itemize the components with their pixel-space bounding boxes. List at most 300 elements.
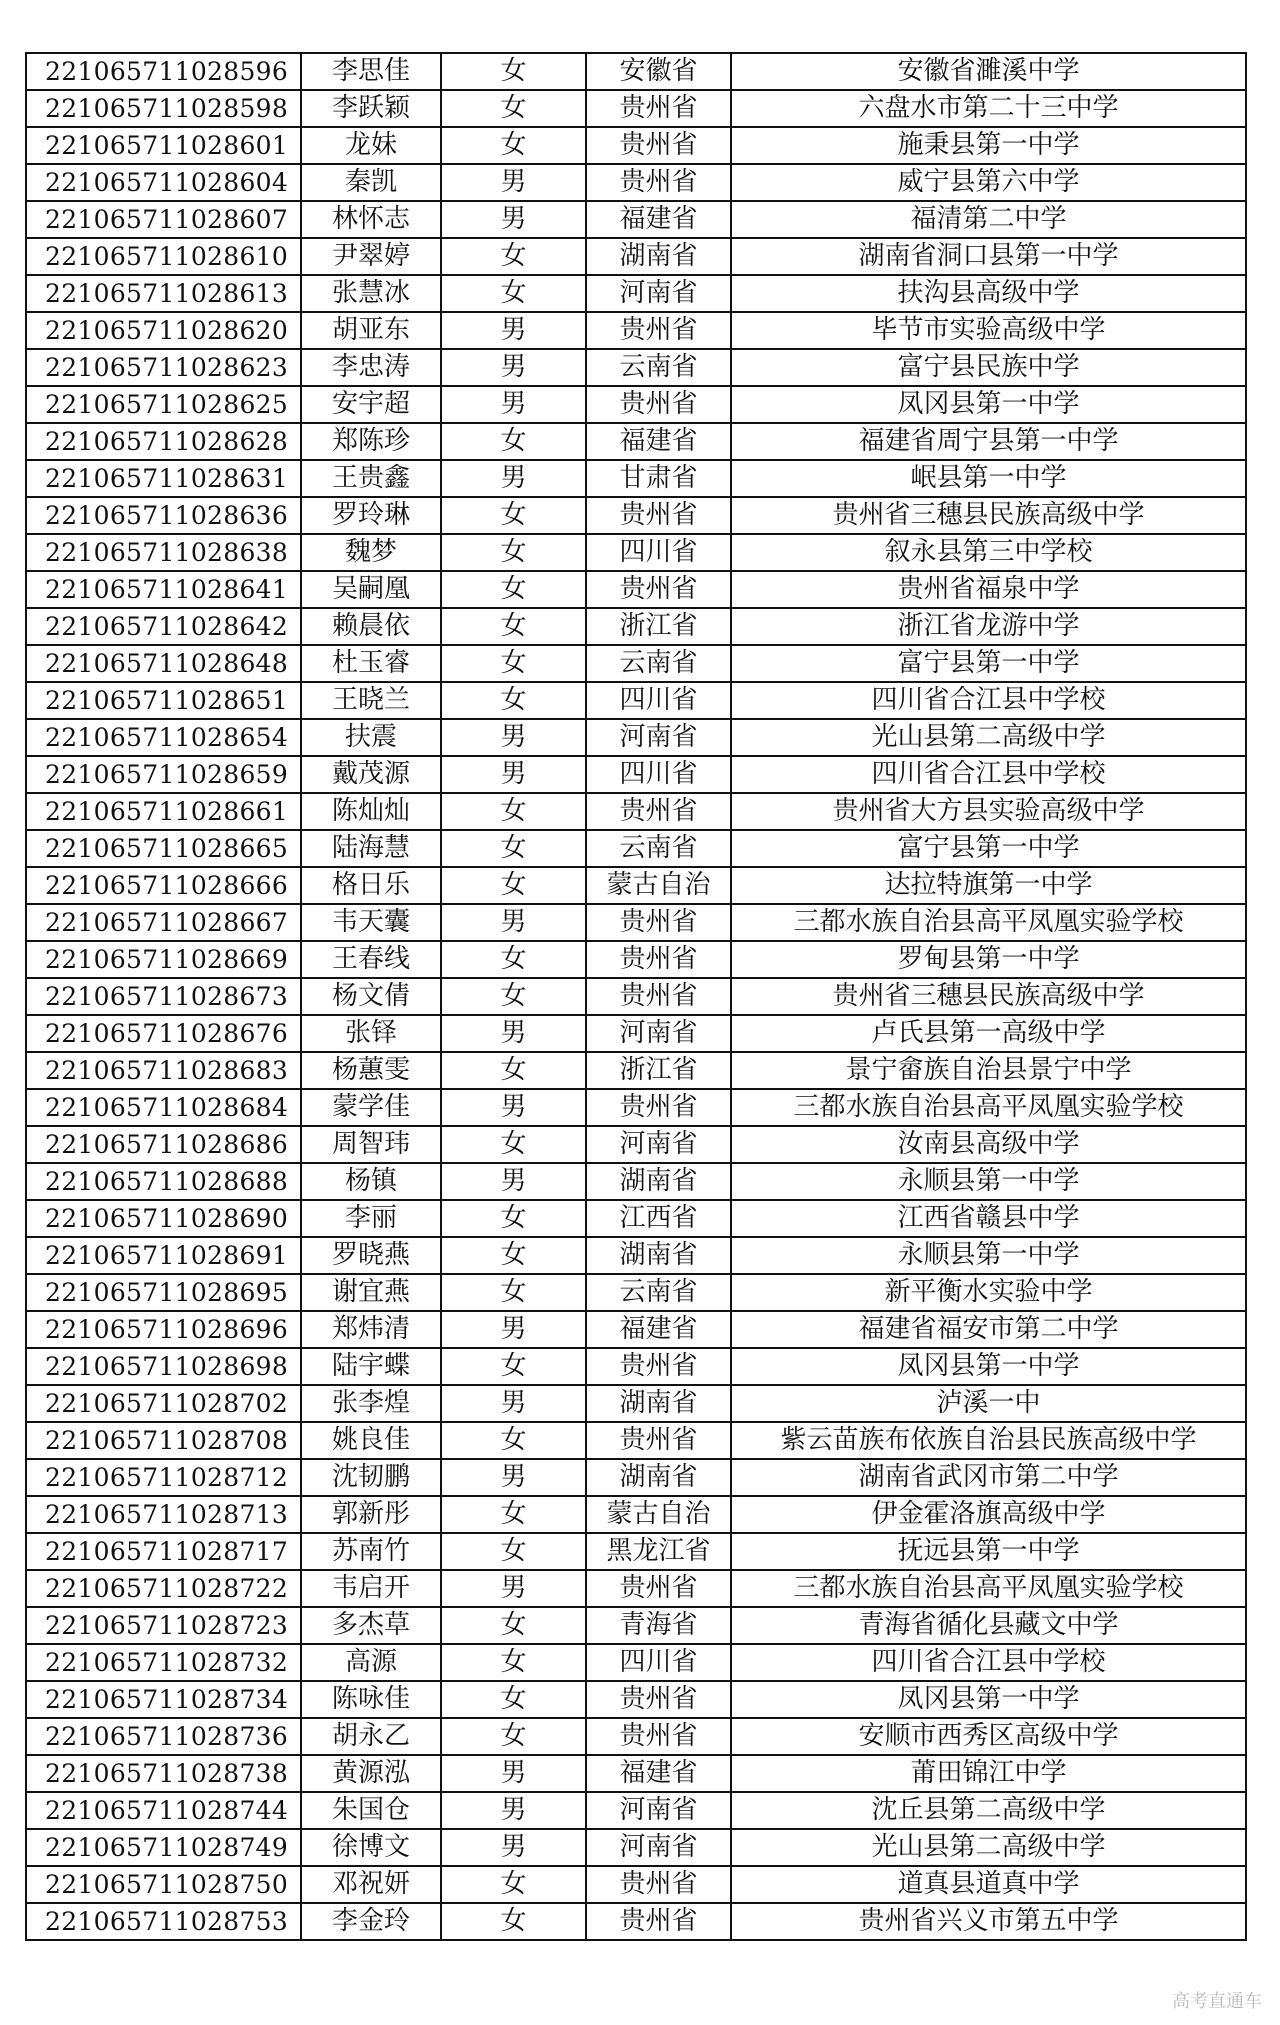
name-cell: 徐博文 bbox=[301, 1829, 441, 1866]
exam-number-cell: 221065711028744 bbox=[26, 1792, 301, 1829]
gender-cell: 女 bbox=[441, 1496, 586, 1533]
school-cell: 罗甸县第一中学 bbox=[731, 941, 1246, 978]
school-cell: 岷县第一中学 bbox=[731, 460, 1246, 497]
name-cell: 李金玲 bbox=[301, 1903, 441, 1940]
province-cell: 河南省 bbox=[586, 719, 731, 756]
name-cell: 李丽 bbox=[301, 1200, 441, 1237]
table-row bbox=[26, 497, 1246, 534]
table-row bbox=[26, 719, 1246, 756]
gender-cell: 男 bbox=[441, 349, 586, 386]
name-cell: 郑炜清 bbox=[301, 1311, 441, 1348]
name-cell: 陈灿灿 bbox=[301, 793, 441, 830]
exam-number-cell: 221065711028666 bbox=[26, 867, 301, 904]
table-row bbox=[26, 1459, 1246, 1496]
table-row bbox=[26, 1052, 1246, 1089]
table-row bbox=[26, 1903, 1246, 1940]
exam-number-cell: 221065711028654 bbox=[26, 719, 301, 756]
table-row bbox=[26, 645, 1246, 682]
province-cell: 河南省 bbox=[586, 1126, 731, 1163]
table-row bbox=[26, 1644, 1246, 1681]
school-cell: 卢氏县第一高级中学 bbox=[731, 1015, 1246, 1052]
name-cell: 秦凯 bbox=[301, 164, 441, 201]
school-cell: 新平衡水实验中学 bbox=[731, 1274, 1246, 1311]
name-cell: 王晓兰 bbox=[301, 682, 441, 719]
province-cell: 四川省 bbox=[586, 1644, 731, 1681]
school-cell: 贵州省三穗县民族高级中学 bbox=[731, 497, 1246, 534]
table-row bbox=[26, 904, 1246, 941]
name-cell: 郭新彤 bbox=[301, 1496, 441, 1533]
school-cell: 湖南省武冈市第二中学 bbox=[731, 1459, 1246, 1496]
province-cell: 贵州省 bbox=[586, 497, 731, 534]
province-cell: 贵州省 bbox=[586, 1903, 731, 1940]
name-cell: 陆宇蝶 bbox=[301, 1348, 441, 1385]
school-cell: 四川省合江县中学校 bbox=[731, 1644, 1246, 1681]
province-cell: 云南省 bbox=[586, 645, 731, 682]
school-cell: 福建省福安市第二中学 bbox=[731, 1311, 1246, 1348]
school-cell: 贵州省大方县实验高级中学 bbox=[731, 793, 1246, 830]
exam-number-cell: 221065711028696 bbox=[26, 1311, 301, 1348]
school-cell: 毕节市实验高级中学 bbox=[731, 312, 1246, 349]
name-cell: 扶震 bbox=[301, 719, 441, 756]
school-cell: 景宁畲族自治县景宁中学 bbox=[731, 1052, 1246, 1089]
school-cell: 威宁县第六中学 bbox=[731, 164, 1246, 201]
gender-cell: 女 bbox=[441, 1348, 586, 1385]
table-row bbox=[26, 1570, 1246, 1607]
province-cell: 河南省 bbox=[586, 1015, 731, 1052]
name-cell: 赖晨依 bbox=[301, 608, 441, 645]
school-cell: 四川省合江县中学校 bbox=[731, 682, 1246, 719]
gender-cell: 女 bbox=[441, 534, 586, 571]
school-cell: 三都水族自治县高平凤凰实验学校 bbox=[731, 1089, 1246, 1126]
watermark-text: 高考直通车 bbox=[1172, 1991, 1262, 2012]
province-cell: 贵州省 bbox=[586, 127, 731, 164]
name-cell: 陆海慧 bbox=[301, 830, 441, 867]
school-cell: 光山县第二高级中学 bbox=[731, 1829, 1246, 1866]
name-cell: 张李煌 bbox=[301, 1385, 441, 1422]
name-cell: 林怀志 bbox=[301, 201, 441, 238]
gender-cell: 女 bbox=[441, 608, 586, 645]
province-cell: 河南省 bbox=[586, 1829, 731, 1866]
province-cell: 蒙古自治 bbox=[586, 1496, 731, 1533]
gender-cell: 女 bbox=[441, 793, 586, 830]
exam-number-cell: 221065711028610 bbox=[26, 238, 301, 275]
name-cell: 沈韧鹏 bbox=[301, 1459, 441, 1496]
exam-number-cell: 221065711028684 bbox=[26, 1089, 301, 1126]
province-cell: 贵州省 bbox=[586, 386, 731, 423]
province-cell: 贵州省 bbox=[586, 1348, 731, 1385]
gender-cell: 女 bbox=[441, 1200, 586, 1237]
name-cell: 杜玉睿 bbox=[301, 645, 441, 682]
province-cell: 贵州省 bbox=[586, 1681, 731, 1718]
table-row bbox=[26, 1385, 1246, 1422]
gender-cell: 女 bbox=[441, 275, 586, 312]
school-cell: 凤冈县第一中学 bbox=[731, 386, 1246, 423]
table-row bbox=[26, 1200, 1246, 1237]
table-row bbox=[26, 1829, 1246, 1866]
exam-number-cell: 221065711028686 bbox=[26, 1126, 301, 1163]
exam-number-cell: 221065711028698 bbox=[26, 1348, 301, 1385]
province-cell: 四川省 bbox=[586, 682, 731, 719]
school-cell: 湖南省洞口县第一中学 bbox=[731, 238, 1246, 275]
gender-cell: 女 bbox=[441, 90, 586, 127]
name-cell: 安宇超 bbox=[301, 386, 441, 423]
gender-cell: 男 bbox=[441, 1570, 586, 1607]
gender-cell: 女 bbox=[441, 127, 586, 164]
gender-cell: 男 bbox=[441, 1015, 586, 1052]
table-row bbox=[26, 1163, 1246, 1200]
province-cell: 青海省 bbox=[586, 1607, 731, 1644]
province-cell: 贵州省 bbox=[586, 312, 731, 349]
student-table-body bbox=[26, 53, 1246, 1940]
name-cell: 罗晓燕 bbox=[301, 1237, 441, 1274]
exam-number-cell: 221065711028673 bbox=[26, 978, 301, 1015]
exam-number-cell: 221065711028738 bbox=[26, 1755, 301, 1792]
school-cell: 泸溪一中 bbox=[731, 1385, 1246, 1422]
gender-cell: 女 bbox=[441, 830, 586, 867]
name-cell: 格日乐 bbox=[301, 867, 441, 904]
name-cell: 黄源泓 bbox=[301, 1755, 441, 1792]
province-cell: 湖南省 bbox=[586, 238, 731, 275]
name-cell: 尹翠婷 bbox=[301, 238, 441, 275]
exam-number-cell: 221065711028749 bbox=[26, 1829, 301, 1866]
school-cell: 凤冈县第一中学 bbox=[731, 1681, 1246, 1718]
gender-cell: 女 bbox=[441, 238, 586, 275]
gender-cell: 男 bbox=[441, 719, 586, 756]
name-cell: 王贵鑫 bbox=[301, 460, 441, 497]
name-cell: 李跃颖 bbox=[301, 90, 441, 127]
province-cell: 贵州省 bbox=[586, 164, 731, 201]
school-cell: 浙江省龙游中学 bbox=[731, 608, 1246, 645]
exam-number-cell: 221065711028732 bbox=[26, 1644, 301, 1681]
school-cell: 永顺县第一中学 bbox=[731, 1237, 1246, 1274]
table-row bbox=[26, 1126, 1246, 1163]
name-cell: 韦天囊 bbox=[301, 904, 441, 941]
exam-number-cell: 221065711028717 bbox=[26, 1533, 301, 1570]
gender-cell: 女 bbox=[441, 1274, 586, 1311]
table-row bbox=[26, 1274, 1246, 1311]
exam-number-cell: 221065711028625 bbox=[26, 386, 301, 423]
school-cell: 沈丘县第二高级中学 bbox=[731, 1792, 1246, 1829]
name-cell: 龙妹 bbox=[301, 127, 441, 164]
school-cell: 富宁县民族中学 bbox=[731, 349, 1246, 386]
exam-number-cell: 221065711028723 bbox=[26, 1607, 301, 1644]
school-cell: 伊金霍洛旗高级中学 bbox=[731, 1496, 1246, 1533]
exam-number-cell: 221065711028665 bbox=[26, 830, 301, 867]
table-row bbox=[26, 1348, 1246, 1385]
exam-number-cell: 221065711028659 bbox=[26, 756, 301, 793]
name-cell: 李思佳 bbox=[301, 53, 441, 90]
gender-cell: 女 bbox=[441, 1052, 586, 1089]
gender-cell: 女 bbox=[441, 1607, 586, 1644]
name-cell: 高源 bbox=[301, 1644, 441, 1681]
table-row bbox=[26, 608, 1246, 645]
exam-number-cell: 221065711028676 bbox=[26, 1015, 301, 1052]
gender-cell: 女 bbox=[441, 1903, 586, 1940]
school-cell: 叙永县第三中学校 bbox=[731, 534, 1246, 571]
table-row bbox=[26, 1422, 1246, 1459]
gender-cell: 女 bbox=[441, 497, 586, 534]
school-cell: 永顺县第一中学 bbox=[731, 1163, 1246, 1200]
school-cell: 安顺市西秀区高级中学 bbox=[731, 1718, 1246, 1755]
province-cell: 江西省 bbox=[586, 1200, 731, 1237]
exam-number-cell: 221065711028601 bbox=[26, 127, 301, 164]
table-row bbox=[26, 978, 1246, 1015]
school-cell: 江西省赣县中学 bbox=[731, 1200, 1246, 1237]
gender-cell: 女 bbox=[441, 1533, 586, 1570]
province-cell: 福建省 bbox=[586, 423, 731, 460]
gender-cell: 男 bbox=[441, 1829, 586, 1866]
table-row bbox=[26, 867, 1246, 904]
province-cell: 浙江省 bbox=[586, 1052, 731, 1089]
province-cell: 贵州省 bbox=[586, 571, 731, 608]
table-row bbox=[26, 830, 1246, 867]
school-cell: 抚远县第一中学 bbox=[731, 1533, 1246, 1570]
exam-number-cell: 221065711028690 bbox=[26, 1200, 301, 1237]
table-row bbox=[26, 423, 1246, 460]
school-cell: 贵州省福泉中学 bbox=[731, 571, 1246, 608]
school-cell: 光山县第二高级中学 bbox=[731, 719, 1246, 756]
school-cell: 安徽省濉溪中学 bbox=[731, 53, 1246, 90]
school-cell: 紫云苗族布依族自治县民族高级中学 bbox=[731, 1422, 1246, 1459]
table-row bbox=[26, 164, 1246, 201]
province-cell: 福建省 bbox=[586, 1311, 731, 1348]
name-cell: 郑陈珍 bbox=[301, 423, 441, 460]
province-cell: 浙江省 bbox=[586, 608, 731, 645]
gender-cell: 男 bbox=[441, 756, 586, 793]
school-cell: 青海省循化县藏文中学 bbox=[731, 1607, 1246, 1644]
name-cell: 张铎 bbox=[301, 1015, 441, 1052]
table-row bbox=[26, 1755, 1246, 1792]
province-cell: 贵州省 bbox=[586, 793, 731, 830]
province-cell: 福建省 bbox=[586, 1755, 731, 1792]
province-cell: 贵州省 bbox=[586, 1089, 731, 1126]
gender-cell: 女 bbox=[441, 571, 586, 608]
name-cell: 胡亚东 bbox=[301, 312, 441, 349]
exam-number-cell: 221065711028620 bbox=[26, 312, 301, 349]
school-cell: 三都水族自治县高平凤凰实验学校 bbox=[731, 904, 1246, 941]
name-cell: 苏南竹 bbox=[301, 1533, 441, 1570]
gender-cell: 女 bbox=[441, 1422, 586, 1459]
province-cell: 云南省 bbox=[586, 1274, 731, 1311]
province-cell: 四川省 bbox=[586, 534, 731, 571]
table-row bbox=[26, 1681, 1246, 1718]
table-row bbox=[26, 1237, 1246, 1274]
table-row bbox=[26, 793, 1246, 830]
exam-number-cell: 221065711028708 bbox=[26, 1422, 301, 1459]
province-cell: 安徽省 bbox=[586, 53, 731, 90]
table-row bbox=[26, 1496, 1246, 1533]
table-row bbox=[26, 201, 1246, 238]
name-cell: 谢宜燕 bbox=[301, 1274, 441, 1311]
table-row bbox=[26, 349, 1246, 386]
name-cell: 姚良佳 bbox=[301, 1422, 441, 1459]
province-cell: 云南省 bbox=[586, 349, 731, 386]
school-cell: 富宁县第一中学 bbox=[731, 830, 1246, 867]
province-cell: 贵州省 bbox=[586, 1866, 731, 1903]
province-cell: 贵州省 bbox=[586, 1422, 731, 1459]
exam-number-cell: 221065711028669 bbox=[26, 941, 301, 978]
name-cell: 罗玲琳 bbox=[301, 497, 441, 534]
school-cell: 贵州省三穗县民族高级中学 bbox=[731, 978, 1246, 1015]
exam-number-cell: 221065711028753 bbox=[26, 1903, 301, 1940]
table-row bbox=[26, 312, 1246, 349]
gender-cell: 男 bbox=[441, 460, 586, 497]
province-cell: 贵州省 bbox=[586, 978, 731, 1015]
province-cell: 贵州省 bbox=[586, 1570, 731, 1607]
table-row bbox=[26, 1866, 1246, 1903]
table-row bbox=[26, 534, 1246, 571]
student-table bbox=[25, 52, 1247, 1941]
school-cell: 扶沟县高级中学 bbox=[731, 275, 1246, 312]
province-cell: 湖南省 bbox=[586, 1237, 731, 1274]
table-row bbox=[26, 127, 1246, 164]
table-row bbox=[26, 756, 1246, 793]
exam-number-cell: 221065711028661 bbox=[26, 793, 301, 830]
province-cell: 贵州省 bbox=[586, 90, 731, 127]
gender-cell: 男 bbox=[441, 1089, 586, 1126]
exam-number-cell: 221065711028734 bbox=[26, 1681, 301, 1718]
name-cell: 陈咏佳 bbox=[301, 1681, 441, 1718]
name-cell: 蒙学佳 bbox=[301, 1089, 441, 1126]
table-row bbox=[26, 1015, 1246, 1052]
table-row bbox=[26, 941, 1246, 978]
exam-number-cell: 221065711028613 bbox=[26, 275, 301, 312]
exam-number-cell: 221065711028695 bbox=[26, 1274, 301, 1311]
admission-list-sheet bbox=[25, 52, 1245, 1941]
name-cell: 魏梦 bbox=[301, 534, 441, 571]
school-cell: 汝南县高级中学 bbox=[731, 1126, 1246, 1163]
table-row bbox=[26, 275, 1246, 312]
exam-number-cell: 221065711028736 bbox=[26, 1718, 301, 1755]
gender-cell: 男 bbox=[441, 904, 586, 941]
table-row bbox=[26, 238, 1246, 275]
gender-cell: 女 bbox=[441, 978, 586, 1015]
gender-cell: 男 bbox=[441, 1755, 586, 1792]
gender-cell: 女 bbox=[441, 1718, 586, 1755]
table-row bbox=[26, 1311, 1246, 1348]
gender-cell: 男 bbox=[441, 201, 586, 238]
exam-number-cell: 221065711028702 bbox=[26, 1385, 301, 1422]
exam-number-cell: 221065711028598 bbox=[26, 90, 301, 127]
exam-number-cell: 221065711028607 bbox=[26, 201, 301, 238]
gender-cell: 男 bbox=[441, 1311, 586, 1348]
table-row bbox=[26, 1533, 1246, 1570]
school-cell: 贵州省兴义市第五中学 bbox=[731, 1903, 1246, 1940]
gender-cell: 男 bbox=[441, 164, 586, 201]
province-cell: 湖南省 bbox=[586, 1385, 731, 1422]
province-cell: 四川省 bbox=[586, 756, 731, 793]
gender-cell: 女 bbox=[441, 1237, 586, 1274]
school-cell: 六盘水市第二十三中学 bbox=[731, 90, 1246, 127]
school-cell: 福建省周宁县第一中学 bbox=[731, 423, 1246, 460]
table-row bbox=[26, 460, 1246, 497]
province-cell: 湖南省 bbox=[586, 1163, 731, 1200]
exam-number-cell: 221065711028596 bbox=[26, 53, 301, 90]
gender-cell: 女 bbox=[441, 423, 586, 460]
exam-number-cell: 221065711028642 bbox=[26, 608, 301, 645]
name-cell: 戴茂源 bbox=[301, 756, 441, 793]
gender-cell: 女 bbox=[441, 941, 586, 978]
exam-number-cell: 221065711028641 bbox=[26, 571, 301, 608]
name-cell: 李忠涛 bbox=[301, 349, 441, 386]
gender-cell: 女 bbox=[441, 682, 586, 719]
gender-cell: 男 bbox=[441, 1163, 586, 1200]
province-cell: 河南省 bbox=[586, 1792, 731, 1829]
exam-number-cell: 221065711028713 bbox=[26, 1496, 301, 1533]
name-cell: 杨镇 bbox=[301, 1163, 441, 1200]
name-cell: 杨文倩 bbox=[301, 978, 441, 1015]
table-row bbox=[26, 682, 1246, 719]
table-row bbox=[26, 386, 1246, 423]
province-cell: 河南省 bbox=[586, 275, 731, 312]
exam-number-cell: 221065711028712 bbox=[26, 1459, 301, 1496]
table-row bbox=[26, 1792, 1246, 1829]
table-row bbox=[26, 1607, 1246, 1644]
name-cell: 胡永乙 bbox=[301, 1718, 441, 1755]
gender-cell: 男 bbox=[441, 1459, 586, 1496]
gender-cell: 男 bbox=[441, 312, 586, 349]
exam-number-cell: 221065711028648 bbox=[26, 645, 301, 682]
gender-cell: 女 bbox=[441, 1126, 586, 1163]
school-cell: 莆田锦江中学 bbox=[731, 1755, 1246, 1792]
province-cell: 贵州省 bbox=[586, 1718, 731, 1755]
gender-cell: 女 bbox=[441, 867, 586, 904]
exam-number-cell: 221065711028722 bbox=[26, 1570, 301, 1607]
exam-number-cell: 221065711028667 bbox=[26, 904, 301, 941]
school-cell: 道真县道真中学 bbox=[731, 1866, 1246, 1903]
province-cell: 蒙古自治 bbox=[586, 867, 731, 904]
name-cell: 多杰草 bbox=[301, 1607, 441, 1644]
exam-number-cell: 221065711028636 bbox=[26, 497, 301, 534]
table-row bbox=[26, 571, 1246, 608]
name-cell: 邓祝妍 bbox=[301, 1866, 441, 1903]
name-cell: 王春线 bbox=[301, 941, 441, 978]
exam-number-cell: 221065711028651 bbox=[26, 682, 301, 719]
gender-cell: 女 bbox=[441, 1866, 586, 1903]
name-cell: 张慧冰 bbox=[301, 275, 441, 312]
name-cell: 杨蕙雯 bbox=[301, 1052, 441, 1089]
school-cell: 达拉特旗第一中学 bbox=[731, 867, 1246, 904]
province-cell: 云南省 bbox=[586, 830, 731, 867]
exam-number-cell: 221065711028623 bbox=[26, 349, 301, 386]
province-cell: 贵州省 bbox=[586, 941, 731, 978]
name-cell: 朱国仓 bbox=[301, 1792, 441, 1829]
school-cell: 凤冈县第一中学 bbox=[731, 1348, 1246, 1385]
exam-number-cell: 221065711028691 bbox=[26, 1237, 301, 1274]
exam-number-cell: 221065711028683 bbox=[26, 1052, 301, 1089]
name-cell: 周智玮 bbox=[301, 1126, 441, 1163]
table-row bbox=[26, 1718, 1246, 1755]
name-cell: 韦启开 bbox=[301, 1570, 441, 1607]
exam-number-cell: 221065711028688 bbox=[26, 1163, 301, 1200]
gender-cell: 女 bbox=[441, 1681, 586, 1718]
gender-cell: 男 bbox=[441, 1385, 586, 1422]
table-row bbox=[26, 53, 1246, 90]
gender-cell: 男 bbox=[441, 1792, 586, 1829]
gender-cell: 男 bbox=[441, 386, 586, 423]
school-cell: 施秉县第一中学 bbox=[731, 127, 1246, 164]
province-cell: 甘肃省 bbox=[586, 460, 731, 497]
province-cell: 福建省 bbox=[586, 201, 731, 238]
school-cell: 福清第二中学 bbox=[731, 201, 1246, 238]
table-row bbox=[26, 90, 1246, 127]
table-row bbox=[26, 1089, 1246, 1126]
province-cell: 贵州省 bbox=[586, 904, 731, 941]
exam-number-cell: 221065711028631 bbox=[26, 460, 301, 497]
gender-cell: 女 bbox=[441, 645, 586, 682]
province-cell: 湖南省 bbox=[586, 1459, 731, 1496]
gender-cell: 女 bbox=[441, 1644, 586, 1681]
